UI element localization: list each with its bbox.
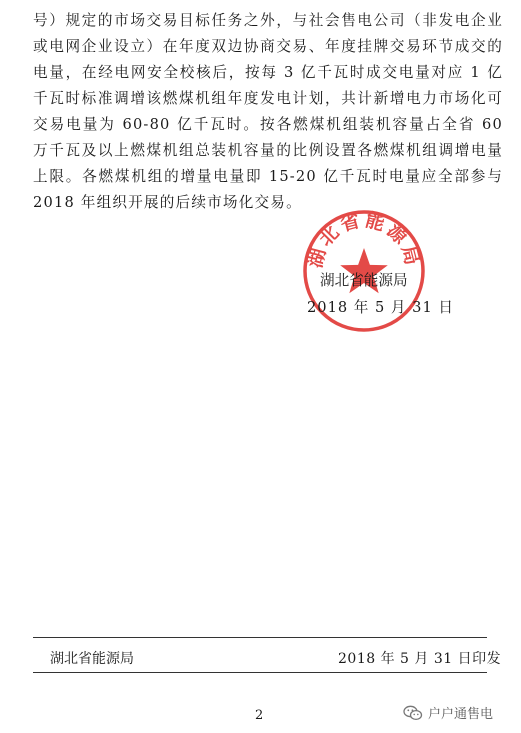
watermark-brand bbox=[403, 703, 493, 722]
footer-bottom-rule bbox=[33, 672, 487, 673]
watermark-label: 户户通售电 bbox=[428, 707, 494, 722]
body-paragraph: 号）规定的市场交易目标任务之外，与社会售电公司（非发电企业或电网企业设立）在年度双边协商交易、年度挂牌交易环节成交的电量，在经电网安全校核后，按每 3 亿千瓦时成交电量对应 1 亿千瓦时标准调增该燃煤机组年度发电计划，共计新增电力市场化可交易电量为 60-80 亿千瓦时。按各燃煤机组装机容量占全省 60 万千瓦及以上燃煤机组总装机容量的比例设置各燃煤机组调增电量上限。各燃煤机组的增量电量即 15-20 亿千瓦时电量应全部参与 2018 年组织开展的后续市场化交易。 bbox=[33, 12, 503, 211]
footer-top-rule bbox=[33, 637, 487, 638]
wechat-icon bbox=[403, 705, 423, 721]
footer-organization: 湖北省能源局 bbox=[50, 651, 134, 667]
footer-print-date: 2018 年 5 月 31 日印发 bbox=[338, 651, 502, 667]
signature-date: 2018 年 5 月 31 日 bbox=[307, 299, 454, 316]
signature-organization: 湖北省能源局 bbox=[320, 272, 408, 289]
svg-text:湖北省能源局: 湖北省能源局 bbox=[304, 209, 424, 271]
page-number: 2 bbox=[255, 708, 264, 723]
